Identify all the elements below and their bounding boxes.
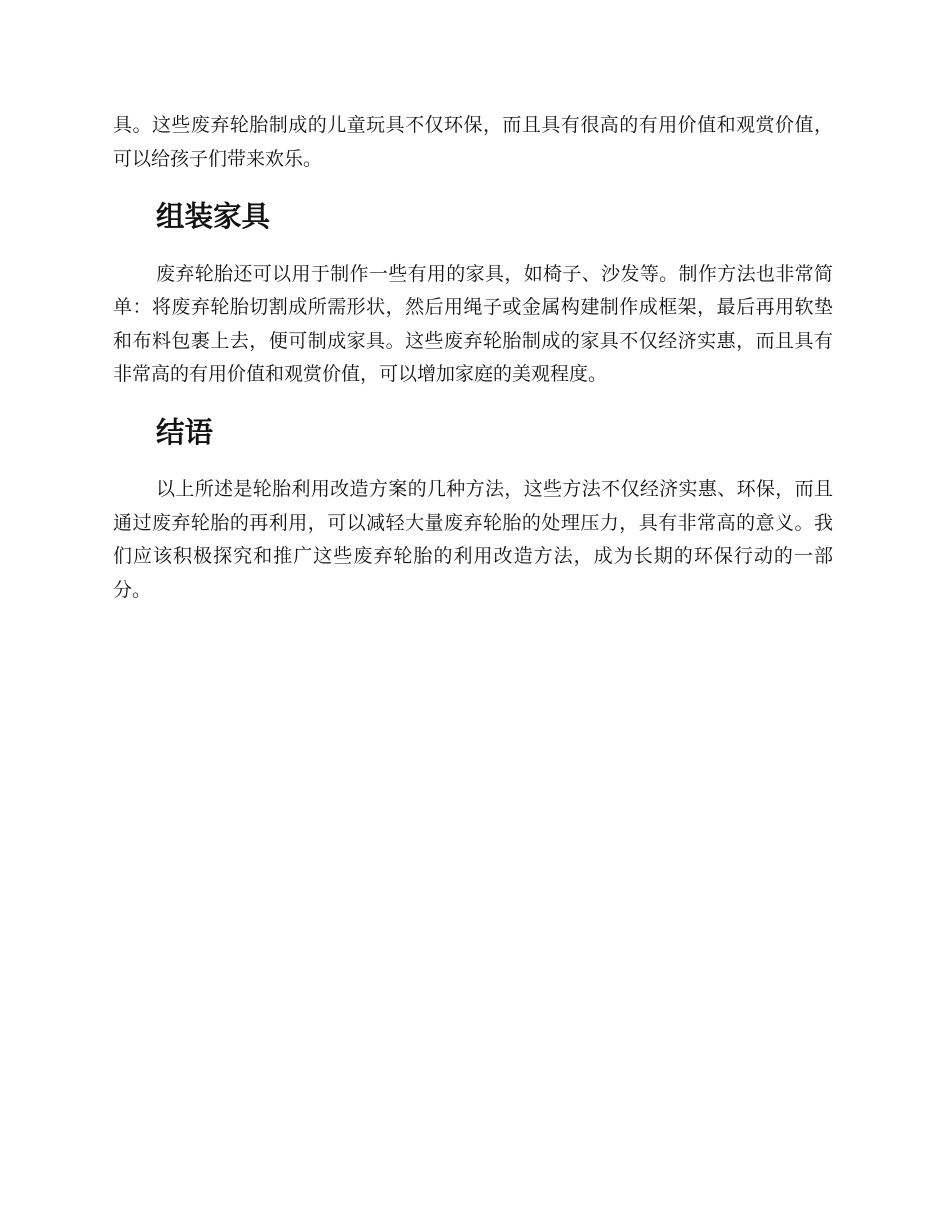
section-heading-conclusion: 结语 xyxy=(156,415,214,449)
section-paragraph-conclusion: 以上所述是轮胎利用改造方案的几种方法，这些方法不仅经济实惠、环保，而且通过废弃轮胎的再利用，可以减轻大量废弃轮胎的处理压力，具有非常高的意义。我们应该积极探究和推广这些废弃轮胎的利用改造方法，成为长期的环保行动的一部分。 xyxy=(113,478,833,601)
intro-continuation-paragraph: 具。这些废弃轮胎制成的儿童玩具不仅环保，而且具有很高的有用价值和观赏价值，可以给孩子们带来欢乐。 xyxy=(113,114,833,170)
document-page xyxy=(113,109,833,607)
section-heading-furniture: 组装家具 xyxy=(156,200,271,233)
section-paragraph-furniture: 废弃轮胎还可以用于制作一些有用的家具，如椅子、沙发等。制作方法也非常简单：将废弃轮胎切割成所需形状，然后用绳子或金属构建制作成框架，最后再用软垫和布料包裹上去，便可制成家具。这些废弃轮胎制成的家具不仅经济实惠，而且具有非常高的有用价值和观赏价值，可以增加家庭的美观程度。 xyxy=(113,262,833,385)
